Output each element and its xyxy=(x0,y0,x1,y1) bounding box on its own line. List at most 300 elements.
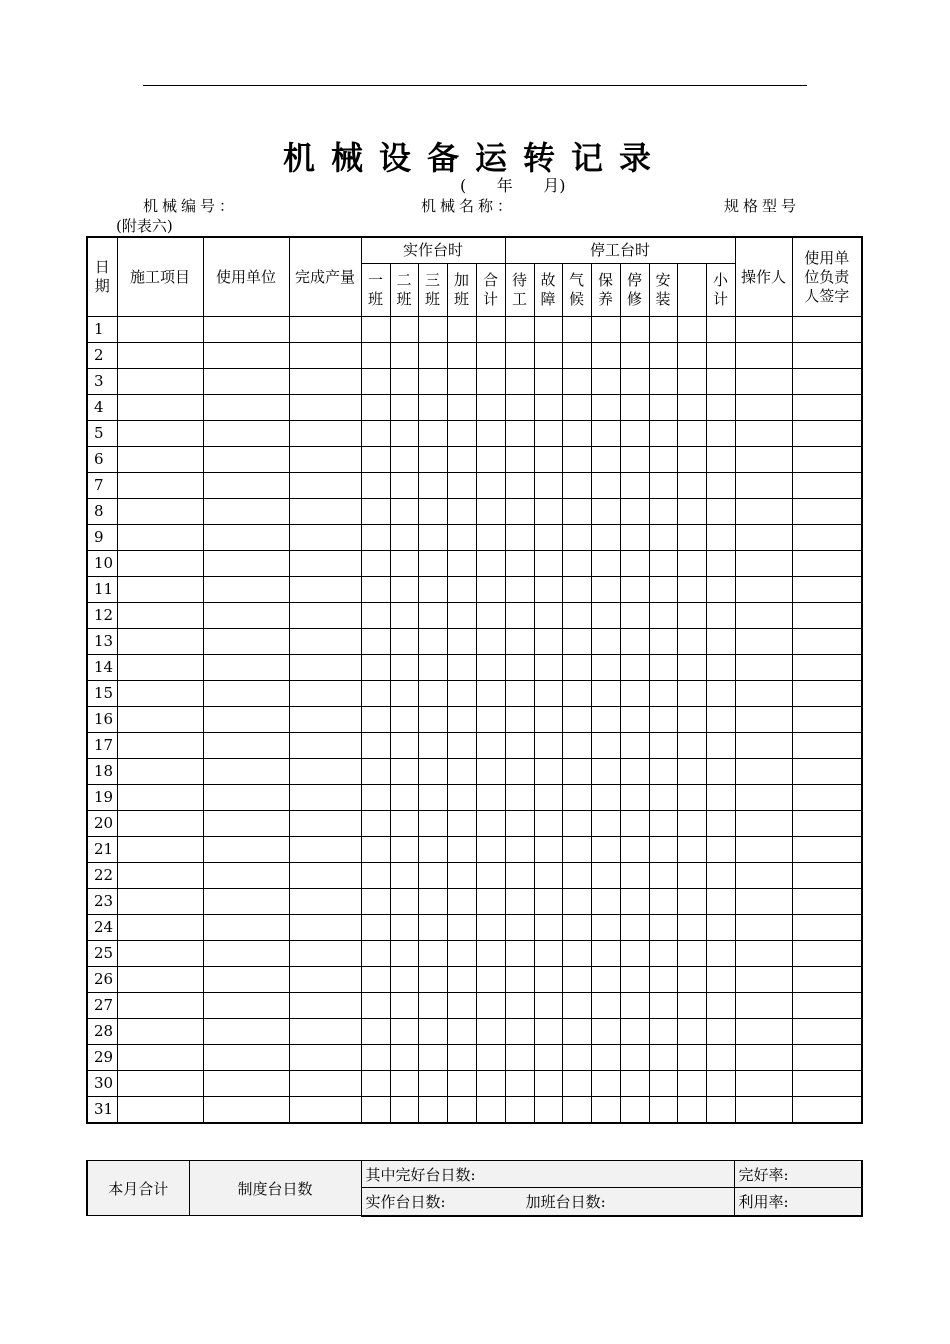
entry-cell[interactable] xyxy=(203,707,289,733)
entry-cell[interactable] xyxy=(361,1019,390,1045)
entry-cell[interactable] xyxy=(706,577,735,603)
entry-cell[interactable] xyxy=(418,395,447,421)
entry-cell[interactable] xyxy=(505,681,534,707)
entry-cell[interactable] xyxy=(591,889,620,915)
entry-cell[interactable] xyxy=(735,681,792,707)
entry-cell[interactable] xyxy=(649,733,677,759)
entry-cell[interactable] xyxy=(390,499,418,525)
entry-cell[interactable] xyxy=(620,473,649,499)
entry-cell[interactable] xyxy=(361,993,390,1019)
entry-cell[interactable] xyxy=(390,473,418,499)
entry-cell[interactable] xyxy=(792,863,862,889)
entry-cell[interactable] xyxy=(361,395,390,421)
entry-cell[interactable] xyxy=(476,525,505,551)
entry-cell[interactable] xyxy=(361,681,390,707)
entry-cell[interactable] xyxy=(390,1071,418,1097)
entry-cell[interactable] xyxy=(706,447,735,473)
entry-cell[interactable] xyxy=(706,759,735,785)
entry-cell[interactable] xyxy=(117,447,203,473)
entry-cell[interactable] xyxy=(534,889,562,915)
entry-cell[interactable] xyxy=(117,525,203,551)
entry-cell[interactable] xyxy=(706,603,735,629)
entry-cell[interactable] xyxy=(562,759,591,785)
entry-cell[interactable] xyxy=(476,629,505,655)
entry-cell[interactable] xyxy=(361,525,390,551)
entry-cell[interactable] xyxy=(562,941,591,967)
entry-cell[interactable] xyxy=(562,603,591,629)
entry-cell[interactable] xyxy=(418,473,447,499)
entry-cell[interactable] xyxy=(649,863,677,889)
entry-cell[interactable] xyxy=(620,837,649,863)
entry-cell[interactable] xyxy=(447,837,476,863)
entry-cell[interactable] xyxy=(591,1071,620,1097)
entry-cell[interactable] xyxy=(418,993,447,1019)
entry-cell[interactable] xyxy=(677,655,706,681)
entry-cell[interactable] xyxy=(792,707,862,733)
entry-cell[interactable] xyxy=(649,369,677,395)
entry-cell[interactable] xyxy=(562,1071,591,1097)
entry-cell[interactable] xyxy=(505,499,534,525)
entry-cell[interactable] xyxy=(418,525,447,551)
entry-cell[interactable] xyxy=(447,733,476,759)
entry-cell[interactable] xyxy=(476,915,505,941)
entry-cell[interactable] xyxy=(447,603,476,629)
entry-cell[interactable] xyxy=(620,421,649,447)
entry-cell[interactable] xyxy=(447,993,476,1019)
entry-cell[interactable] xyxy=(447,447,476,473)
entry-cell[interactable] xyxy=(505,759,534,785)
entry-cell[interactable] xyxy=(361,343,390,369)
entry-cell[interactable] xyxy=(534,785,562,811)
entry-cell[interactable] xyxy=(117,837,203,863)
entry-cell[interactable] xyxy=(677,421,706,447)
entry-cell[interactable] xyxy=(649,525,677,551)
entry-cell[interactable] xyxy=(591,915,620,941)
entry-cell[interactable] xyxy=(735,1097,792,1124)
entry-cell[interactable] xyxy=(289,941,361,967)
entry-cell[interactable] xyxy=(289,473,361,499)
entry-cell[interactable] xyxy=(418,447,447,473)
entry-cell[interactable] xyxy=(361,317,390,343)
entry-cell[interactable] xyxy=(591,863,620,889)
entry-cell[interactable] xyxy=(534,499,562,525)
entry-cell[interactable] xyxy=(620,1071,649,1097)
entry-cell[interactable] xyxy=(203,941,289,967)
entry-cell[interactable] xyxy=(476,473,505,499)
entry-cell[interactable] xyxy=(591,369,620,395)
entry-cell[interactable] xyxy=(792,551,862,577)
entry-cell[interactable] xyxy=(476,759,505,785)
entry-cell[interactable] xyxy=(117,603,203,629)
entry-cell[interactable] xyxy=(591,811,620,837)
entry-cell[interactable] xyxy=(390,395,418,421)
entry-cell[interactable] xyxy=(418,785,447,811)
entry-cell[interactable] xyxy=(390,967,418,993)
entry-cell[interactable] xyxy=(562,811,591,837)
entry-cell[interactable] xyxy=(505,1019,534,1045)
entry-cell[interactable] xyxy=(649,473,677,499)
entry-cell[interactable] xyxy=(289,837,361,863)
entry-cell[interactable] xyxy=(534,343,562,369)
entry-cell[interactable] xyxy=(534,681,562,707)
entry-cell[interactable] xyxy=(649,1019,677,1045)
entry-cell[interactable] xyxy=(418,1045,447,1071)
entry-cell[interactable] xyxy=(620,1097,649,1124)
entry-cell[interactable] xyxy=(735,473,792,499)
entry-cell[interactable] xyxy=(418,967,447,993)
entry-cell[interactable] xyxy=(677,551,706,577)
entry-cell[interactable] xyxy=(677,889,706,915)
entry-cell[interactable] xyxy=(591,343,620,369)
entry-cell[interactable] xyxy=(117,941,203,967)
entry-cell[interactable] xyxy=(792,811,862,837)
entry-cell[interactable] xyxy=(677,317,706,343)
entry-cell[interactable] xyxy=(203,915,289,941)
entry-cell[interactable] xyxy=(117,577,203,603)
entry-cell[interactable] xyxy=(203,525,289,551)
entry-cell[interactable] xyxy=(447,759,476,785)
entry-cell[interactable] xyxy=(361,785,390,811)
entry-cell[interactable] xyxy=(203,1097,289,1124)
entry-cell[interactable] xyxy=(792,941,862,967)
entry-cell[interactable] xyxy=(792,1019,862,1045)
entry-cell[interactable] xyxy=(706,655,735,681)
entry-cell[interactable] xyxy=(706,915,735,941)
entry-cell[interactable] xyxy=(447,681,476,707)
entry-cell[interactable] xyxy=(620,369,649,395)
entry-cell[interactable] xyxy=(447,629,476,655)
entry-cell[interactable] xyxy=(649,759,677,785)
entry-cell[interactable] xyxy=(203,1019,289,1045)
entry-cell[interactable] xyxy=(649,421,677,447)
entry-cell[interactable] xyxy=(649,1045,677,1071)
entry-cell[interactable] xyxy=(476,499,505,525)
entry-cell[interactable] xyxy=(649,629,677,655)
entry-cell[interactable] xyxy=(447,1071,476,1097)
entry-cell[interactable] xyxy=(649,837,677,863)
entry-cell[interactable] xyxy=(562,499,591,525)
entry-cell[interactable] xyxy=(562,967,591,993)
entry-cell[interactable] xyxy=(476,1071,505,1097)
entry-cell[interactable] xyxy=(203,447,289,473)
entry-cell[interactable] xyxy=(361,1045,390,1071)
entry-cell[interactable] xyxy=(620,1019,649,1045)
entry-cell[interactable] xyxy=(390,863,418,889)
entry-cell[interactable] xyxy=(447,499,476,525)
entry-cell[interactable] xyxy=(735,863,792,889)
entry-cell[interactable] xyxy=(649,915,677,941)
entry-cell[interactable] xyxy=(203,603,289,629)
entry-cell[interactable] xyxy=(706,499,735,525)
entry-cell[interactable] xyxy=(591,551,620,577)
entry-cell[interactable] xyxy=(677,941,706,967)
entry-cell[interactable] xyxy=(447,317,476,343)
entry-cell[interactable] xyxy=(390,837,418,863)
entry-cell[interactable] xyxy=(361,655,390,681)
entry-cell[interactable] xyxy=(735,785,792,811)
entry-cell[interactable] xyxy=(447,785,476,811)
entry-cell[interactable] xyxy=(361,629,390,655)
entry-cell[interactable] xyxy=(361,577,390,603)
entry-cell[interactable] xyxy=(289,1097,361,1124)
entry-cell[interactable] xyxy=(562,889,591,915)
entry-cell[interactable] xyxy=(418,629,447,655)
entry-cell[interactable] xyxy=(361,837,390,863)
entry-cell[interactable] xyxy=(649,681,677,707)
entry-cell[interactable] xyxy=(649,577,677,603)
entry-cell[interactable] xyxy=(792,447,862,473)
entry-cell[interactable] xyxy=(706,369,735,395)
entry-cell[interactable] xyxy=(289,681,361,707)
entry-cell[interactable] xyxy=(505,577,534,603)
entry-cell[interactable] xyxy=(677,473,706,499)
entry-cell[interactable] xyxy=(117,993,203,1019)
entry-cell[interactable] xyxy=(505,473,534,499)
entry-cell[interactable] xyxy=(649,1097,677,1124)
entry-cell[interactable] xyxy=(289,863,361,889)
entry-cell[interactable] xyxy=(505,395,534,421)
entry-cell[interactable] xyxy=(562,863,591,889)
entry-cell[interactable] xyxy=(677,811,706,837)
entry-cell[interactable] xyxy=(735,707,792,733)
entry-cell[interactable] xyxy=(620,603,649,629)
entry-cell[interactable] xyxy=(203,811,289,837)
entry-cell[interactable] xyxy=(418,421,447,447)
entry-cell[interactable] xyxy=(591,395,620,421)
entry-cell[interactable] xyxy=(476,967,505,993)
entry-cell[interactable] xyxy=(792,369,862,395)
entry-cell[interactable] xyxy=(562,993,591,1019)
entry-cell[interactable] xyxy=(562,447,591,473)
entry-cell[interactable] xyxy=(476,785,505,811)
entry-cell[interactable] xyxy=(620,993,649,1019)
entry-cell[interactable] xyxy=(505,343,534,369)
entry-cell[interactable] xyxy=(117,317,203,343)
entry-cell[interactable] xyxy=(620,863,649,889)
entry-cell[interactable] xyxy=(203,551,289,577)
entry-cell[interactable] xyxy=(649,603,677,629)
entry-cell[interactable] xyxy=(534,525,562,551)
entry-cell[interactable] xyxy=(792,785,862,811)
entry-cell[interactable] xyxy=(476,603,505,629)
entry-cell[interactable] xyxy=(792,967,862,993)
entry-cell[interactable] xyxy=(203,993,289,1019)
entry-cell[interactable] xyxy=(562,707,591,733)
entry-cell[interactable] xyxy=(620,551,649,577)
entry-cell[interactable] xyxy=(476,421,505,447)
entry-cell[interactable] xyxy=(677,733,706,759)
entry-cell[interactable] xyxy=(505,629,534,655)
entry-cell[interactable] xyxy=(677,577,706,603)
entry-cell[interactable] xyxy=(792,1097,862,1124)
entry-cell[interactable] xyxy=(476,317,505,343)
entry-cell[interactable] xyxy=(792,915,862,941)
entry-cell[interactable] xyxy=(735,811,792,837)
entry-cell[interactable] xyxy=(735,1019,792,1045)
entry-cell[interactable] xyxy=(390,317,418,343)
entry-cell[interactable] xyxy=(117,915,203,941)
entry-cell[interactable] xyxy=(706,1097,735,1124)
entry-cell[interactable] xyxy=(117,967,203,993)
entry-cell[interactable] xyxy=(620,447,649,473)
entry-cell[interactable] xyxy=(289,525,361,551)
entry-cell[interactable] xyxy=(706,707,735,733)
entry-cell[interactable] xyxy=(390,785,418,811)
entry-cell[interactable] xyxy=(792,1045,862,1071)
entry-cell[interactable] xyxy=(418,343,447,369)
entry-cell[interactable] xyxy=(203,785,289,811)
entry-cell[interactable] xyxy=(649,655,677,681)
entry-cell[interactable] xyxy=(591,1097,620,1124)
entry-cell[interactable] xyxy=(591,993,620,1019)
entry-cell[interactable] xyxy=(476,655,505,681)
entry-cell[interactable] xyxy=(562,473,591,499)
entry-cell[interactable] xyxy=(792,525,862,551)
entry-cell[interactable] xyxy=(677,499,706,525)
entry-cell[interactable] xyxy=(706,1019,735,1045)
entry-cell[interactable] xyxy=(591,1019,620,1045)
entry-cell[interactable] xyxy=(117,785,203,811)
entry-cell[interactable] xyxy=(677,343,706,369)
entry-cell[interactable] xyxy=(505,603,534,629)
entry-cell[interactable] xyxy=(706,343,735,369)
entry-cell[interactable] xyxy=(534,993,562,1019)
entry-cell[interactable] xyxy=(591,837,620,863)
entry-cell[interactable] xyxy=(534,1071,562,1097)
entry-cell[interactable] xyxy=(677,785,706,811)
entry-cell[interactable] xyxy=(505,967,534,993)
entry-cell[interactable] xyxy=(706,837,735,863)
entry-cell[interactable] xyxy=(361,421,390,447)
entry-cell[interactable] xyxy=(289,1045,361,1071)
entry-cell[interactable] xyxy=(447,525,476,551)
entry-cell[interactable] xyxy=(735,1071,792,1097)
entry-cell[interactable] xyxy=(735,343,792,369)
entry-cell[interactable] xyxy=(706,811,735,837)
entry-cell[interactable] xyxy=(203,369,289,395)
entry-cell[interactable] xyxy=(418,759,447,785)
entry-cell[interactable] xyxy=(706,551,735,577)
entry-cell[interactable] xyxy=(361,707,390,733)
entry-cell[interactable] xyxy=(735,941,792,967)
entry-cell[interactable] xyxy=(649,785,677,811)
entry-cell[interactable] xyxy=(289,447,361,473)
entry-cell[interactable] xyxy=(620,707,649,733)
entry-cell[interactable] xyxy=(706,889,735,915)
entry-cell[interactable] xyxy=(534,317,562,343)
entry-cell[interactable] xyxy=(447,967,476,993)
entry-cell[interactable] xyxy=(390,759,418,785)
entry-cell[interactable] xyxy=(390,551,418,577)
entry-cell[interactable] xyxy=(620,343,649,369)
entry-cell[interactable] xyxy=(447,369,476,395)
entry-cell[interactable] xyxy=(361,447,390,473)
entry-cell[interactable] xyxy=(117,395,203,421)
entry-cell[interactable] xyxy=(677,759,706,785)
entry-cell[interactable] xyxy=(361,551,390,577)
entry-cell[interactable] xyxy=(534,1045,562,1071)
entry-cell[interactable] xyxy=(117,629,203,655)
entry-cell[interactable] xyxy=(562,421,591,447)
entry-cell[interactable] xyxy=(203,629,289,655)
entry-cell[interactable] xyxy=(117,1019,203,1045)
entry-cell[interactable] xyxy=(418,1071,447,1097)
entry-cell[interactable] xyxy=(505,889,534,915)
entry-cell[interactable] xyxy=(649,993,677,1019)
entry-cell[interactable] xyxy=(649,889,677,915)
entry-cell[interactable] xyxy=(505,863,534,889)
entry-cell[interactable] xyxy=(505,811,534,837)
entry-cell[interactable] xyxy=(361,941,390,967)
entry-cell[interactable] xyxy=(534,395,562,421)
entry-cell[interactable] xyxy=(706,1071,735,1097)
entry-cell[interactable] xyxy=(289,733,361,759)
entry-cell[interactable] xyxy=(447,395,476,421)
entry-cell[interactable] xyxy=(117,655,203,681)
entry-cell[interactable] xyxy=(505,655,534,681)
entry-cell[interactable] xyxy=(620,759,649,785)
entry-cell[interactable] xyxy=(117,1045,203,1071)
entry-cell[interactable] xyxy=(418,681,447,707)
entry-cell[interactable] xyxy=(735,655,792,681)
entry-cell[interactable] xyxy=(677,681,706,707)
entry-cell[interactable] xyxy=(117,369,203,395)
entry-cell[interactable] xyxy=(203,655,289,681)
entry-cell[interactable] xyxy=(390,525,418,551)
entry-cell[interactable] xyxy=(505,733,534,759)
entry-cell[interactable] xyxy=(447,941,476,967)
entry-cell[interactable] xyxy=(706,863,735,889)
entry-cell[interactable] xyxy=(792,343,862,369)
entry-cell[interactable] xyxy=(289,421,361,447)
entry-cell[interactable] xyxy=(418,915,447,941)
entry-cell[interactable] xyxy=(706,421,735,447)
entry-cell[interactable] xyxy=(289,915,361,941)
entry-cell[interactable] xyxy=(534,915,562,941)
entry-cell[interactable] xyxy=(620,577,649,603)
entry-cell[interactable] xyxy=(117,421,203,447)
entry-cell[interactable] xyxy=(418,889,447,915)
entry-cell[interactable] xyxy=(418,655,447,681)
entry-cell[interactable] xyxy=(117,889,203,915)
entry-cell[interactable] xyxy=(203,317,289,343)
entry-cell[interactable] xyxy=(505,837,534,863)
entry-cell[interactable] xyxy=(792,421,862,447)
entry-cell[interactable] xyxy=(505,1045,534,1071)
entry-cell[interactable] xyxy=(476,395,505,421)
entry-cell[interactable] xyxy=(534,551,562,577)
entry-cell[interactable] xyxy=(289,759,361,785)
entry-cell[interactable] xyxy=(534,473,562,499)
entry-cell[interactable] xyxy=(447,655,476,681)
entry-cell[interactable] xyxy=(390,577,418,603)
entry-cell[interactable] xyxy=(289,629,361,655)
entry-cell[interactable] xyxy=(534,863,562,889)
entry-cell[interactable] xyxy=(117,551,203,577)
entry-cell[interactable] xyxy=(476,811,505,837)
entry-cell[interactable] xyxy=(534,967,562,993)
entry-cell[interactable] xyxy=(620,395,649,421)
entry-cell[interactable] xyxy=(792,317,862,343)
entry-cell[interactable] xyxy=(390,1019,418,1045)
entry-cell[interactable] xyxy=(620,655,649,681)
entry-cell[interactable] xyxy=(117,1071,203,1097)
entry-cell[interactable] xyxy=(361,811,390,837)
entry-cell[interactable] xyxy=(620,1045,649,1071)
entry-cell[interactable] xyxy=(591,629,620,655)
entry-cell[interactable] xyxy=(476,941,505,967)
entry-cell[interactable] xyxy=(476,993,505,1019)
